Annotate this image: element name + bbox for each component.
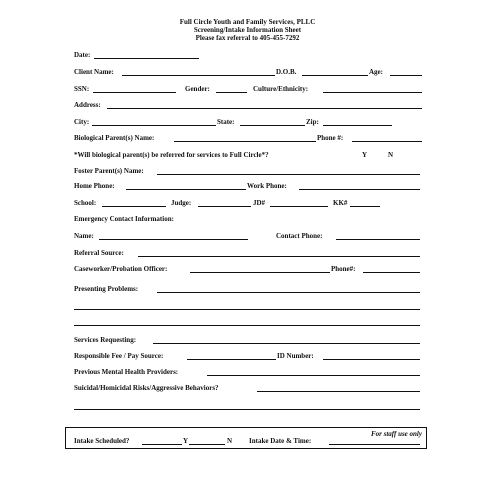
contact-name-label: Name:	[74, 232, 94, 240]
kk-label: KK#	[333, 199, 348, 207]
age-label: Age:	[369, 68, 383, 76]
home-phone-label: Home Phone:	[74, 182, 115, 190]
gender-field[interactable]	[216, 92, 247, 93]
age-field[interactable]	[390, 75, 422, 76]
jd-field[interactable]	[270, 206, 328, 207]
city-field[interactable]	[92, 125, 216, 126]
judge-label: Judge:	[171, 199, 192, 207]
bio-phone-field[interactable]	[352, 141, 422, 142]
home-phone-field[interactable]	[126, 189, 246, 190]
staff-use-note: For staff use only	[370, 430, 422, 438]
dob-field[interactable]	[302, 75, 368, 76]
referral-source-label: Referral Source:	[74, 249, 124, 257]
zip-field[interactable]	[323, 125, 392, 126]
id-number-field[interactable]	[323, 359, 420, 360]
risks-field[interactable]	[257, 391, 420, 392]
org-name: Full Circle Youth and Family Services, PLLC	[179, 18, 316, 26]
prev-providers-label: Previous Mental Health Providers:	[74, 368, 179, 376]
prev-providers-field[interactable]	[207, 375, 420, 376]
risks-label: Suicidal/Homicidal Risks/Aggressive Behaviors?	[74, 384, 219, 392]
judge-field[interactable]	[198, 206, 251, 207]
ssn-field[interactable]	[93, 92, 176, 93]
culture-field[interactable]	[323, 92, 422, 93]
ssn-label: SSN:	[74, 85, 90, 93]
intake-yes-field[interactable]	[142, 444, 182, 445]
intake-no-option[interactable]: N	[227, 437, 233, 445]
intake-datetime-field[interactable]	[329, 444, 420, 445]
state-label: State:	[217, 118, 235, 126]
risks-line-2[interactable]	[74, 409, 420, 410]
client-name-field[interactable]	[122, 75, 275, 76]
date-field[interactable]	[94, 58, 199, 59]
foster-parents-field[interactable]	[157, 174, 420, 175]
presenting-problems-line-3[interactable]	[74, 325, 420, 326]
caseworker-field[interactable]	[190, 272, 330, 273]
responsible-fee-label: Responsible Fee / Pay Source:	[74, 352, 164, 360]
referral-no-option[interactable]: N	[388, 151, 394, 159]
state-field[interactable]	[240, 125, 305, 126]
client-name-label: Client Name:	[74, 68, 114, 76]
id-number-label: ID Number:	[277, 352, 314, 360]
gender-label: Gender:	[185, 85, 210, 93]
intake-no-field[interactable]	[189, 444, 225, 445]
caseworker-phone-field[interactable]	[363, 272, 420, 273]
contact-phone-label: Contact Phone:	[276, 232, 323, 240]
caseworker-label: Caseworker/Probation Officer:	[74, 265, 168, 273]
services-requesting-field[interactable]	[153, 343, 420, 344]
address-field[interactable]	[107, 108, 422, 109]
city-label: City:	[74, 118, 90, 126]
intake-datetime-label: Intake Date & Time:	[249, 437, 312, 445]
caseworker-phone-label: Phone#:	[331, 265, 356, 273]
kk-field[interactable]	[350, 206, 380, 207]
jd-label: JD#	[253, 199, 266, 207]
phone-label: Phone #:	[317, 134, 344, 142]
bio-referral-question: *Will biological parent(s) be referred for services to Full Circle*?	[74, 151, 269, 159]
contact-phone-field[interactable]	[336, 239, 420, 240]
presenting-problems-label: Presenting Problems:	[74, 285, 139, 293]
intake-scheduled-label: Intake Scheduled?	[74, 437, 130, 445]
presenting-problems-line-2[interactable]	[74, 309, 420, 310]
responsible-fee-field[interactable]	[187, 359, 276, 360]
intake-yes-option[interactable]: Y	[183, 437, 189, 445]
school-field[interactable]	[102, 206, 166, 207]
date-label: Date:	[74, 51, 91, 59]
bio-parents-field[interactable]	[174, 141, 316, 142]
address-label: Address:	[74, 101, 101, 109]
referral-source-field[interactable]	[138, 256, 420, 257]
culture-label: Culture/Ethnicity:	[253, 85, 309, 93]
dob-label: D.O.B.	[276, 68, 297, 76]
presenting-problems-field[interactable]	[157, 292, 420, 293]
form-subtitle: Screening/Intake Information Sheet	[193, 26, 302, 34]
school-label: School:	[74, 199, 97, 207]
zip-label: Zip:	[306, 118, 319, 126]
foster-parents-label: Foster Parent(s) Name:	[74, 167, 144, 175]
bio-parents-label: Biological Parent(s) Name:	[74, 134, 155, 142]
emergency-contact-heading: Emergency Contact Information:	[74, 215, 174, 223]
work-phone-label: Work Phone:	[247, 182, 287, 190]
work-phone-field[interactable]	[299, 189, 420, 190]
referral-yes-option[interactable]: Y	[362, 151, 368, 159]
contact-name-field[interactable]	[99, 239, 248, 240]
fax-note: Please fax referral to 405-455-7292	[195, 34, 300, 42]
services-requesting-label: Services Requesting:	[74, 336, 137, 344]
